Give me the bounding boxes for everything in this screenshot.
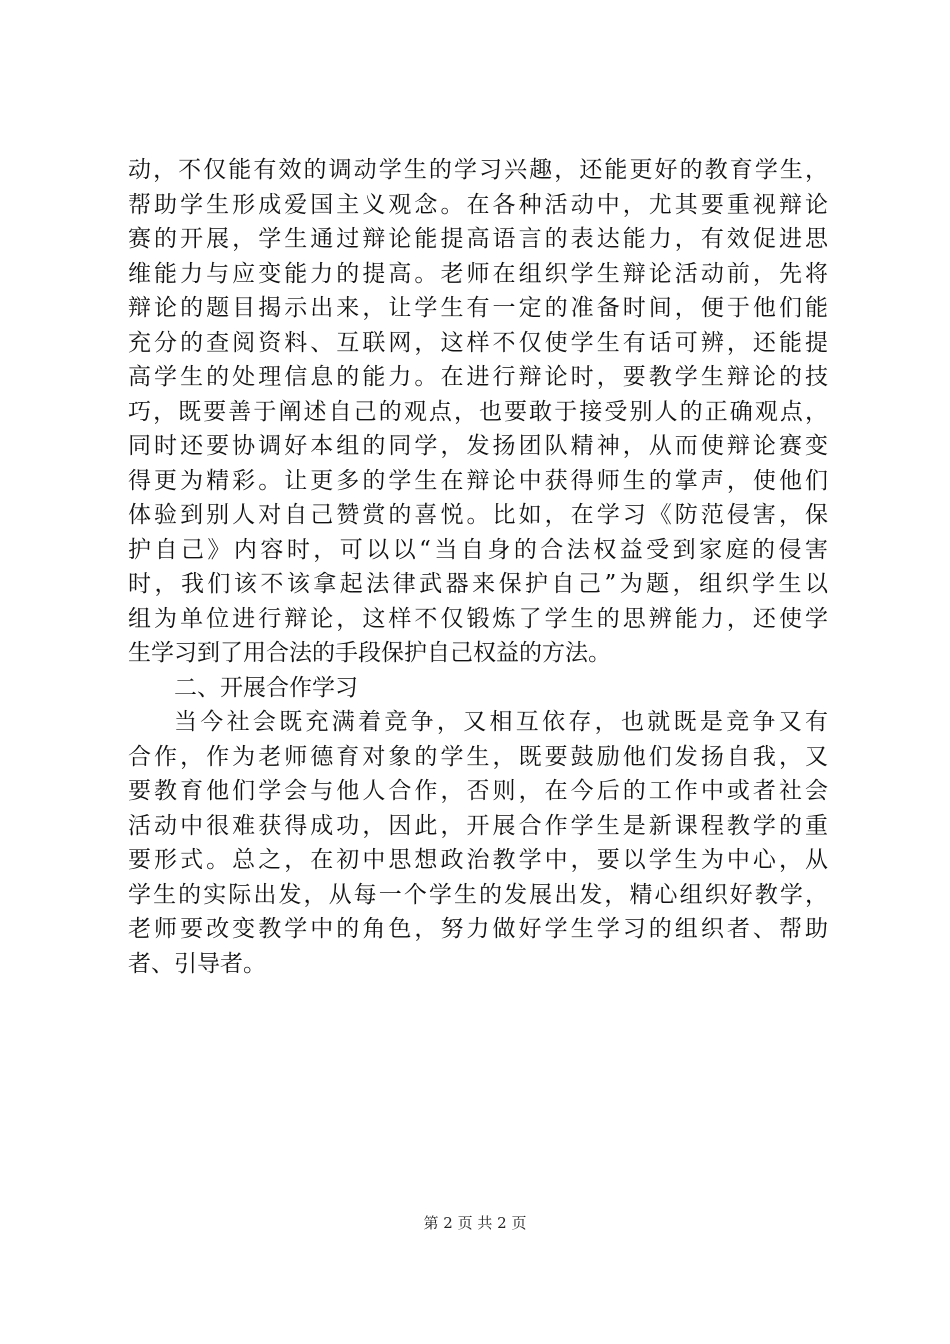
text-line: 学生的实际出发，从每一个学生的发展出发，精心组织好教学， — [128, 881, 828, 908]
text-line: 当今社会既充满着竞争，又相互依存，也就既是竞争又有 — [174, 709, 828, 735]
text-line: 充分的查阅资料、互联网，这样不仅使学生有话可辨，还能提 — [128, 329, 828, 356]
text-line: 维能力与应变能力的提高。老师在组织学生辩论活动前，先将 — [128, 260, 828, 287]
text-line: 动，不仅能有效的调动学生的学习兴趣，还能更好的教育学生， — [128, 157, 828, 183]
text-line: 得更为精彩。让更多的学生在辩论中获得师生的掌声，使他们 — [128, 467, 828, 494]
body-text — [128, 153, 828, 981]
text-line: 帮助学生形成爱国主义观念。在各种活动中，尤其要重视辩论 — [128, 191, 828, 218]
text-line: 巧，既要善于阐述自己的观点，也要敢于接受别人的正确观点， — [128, 398, 828, 425]
text-line: 同时还要协调好本组的同学，发扬团队精神，从而使辩论赛变 — [128, 433, 828, 459]
text-line: 要教育他们学会与他人合作，否则，在今后的工作中或者社会 — [128, 778, 828, 804]
text-line: 护自己》内容时，可以以“当自身的合法权益受到家庭的侵害 — [128, 536, 828, 563]
text-line: 体验到别人对自己赞赏的喜悦。比如，在学习《防范侵害，保 — [128, 502, 828, 528]
text-line: 时，我们该不该拿起法律武器来保护自己”为题，组织学生以 — [128, 571, 828, 597]
text-line: 者、引导者。 — [128, 950, 266, 977]
text-line: 生学习到了用合法的手段保护自己权益的方法。 — [128, 640, 611, 666]
text-line: 高学生的处理信息的能力。在进行辩论时，要教学生辩论的技 — [128, 364, 828, 390]
section-heading: 二、开展合作学习 — [174, 674, 358, 701]
text-line: 赛的开展，学生通过辩论能提高语言的表达能力，有效促进思 — [128, 226, 828, 252]
text-line: 辩论的题目揭示出来，让学生有一定的准备时间，便于他们能 — [128, 295, 828, 321]
text-line: 活动中很难获得成功，因此，开展合作学生是新课程教学的重 — [128, 812, 828, 839]
page-number: 第 2 页 共 2 页 — [423, 1214, 527, 1232]
text-line: 要形式。总之，在初中思想政治教学中，要以学生为中心，从 — [128, 847, 828, 873]
text-line: 组为单位进行辩论，这样不仅锻炼了学生的思辨能力，还使学 — [128, 605, 828, 632]
text-line: 老师要改变教学中的角色，努力做好学生学习的组织者、帮助 — [128, 916, 828, 942]
text-line: 合作，作为老师德育对象的学生，既要鼓励他们发扬自我，又 — [128, 743, 828, 770]
